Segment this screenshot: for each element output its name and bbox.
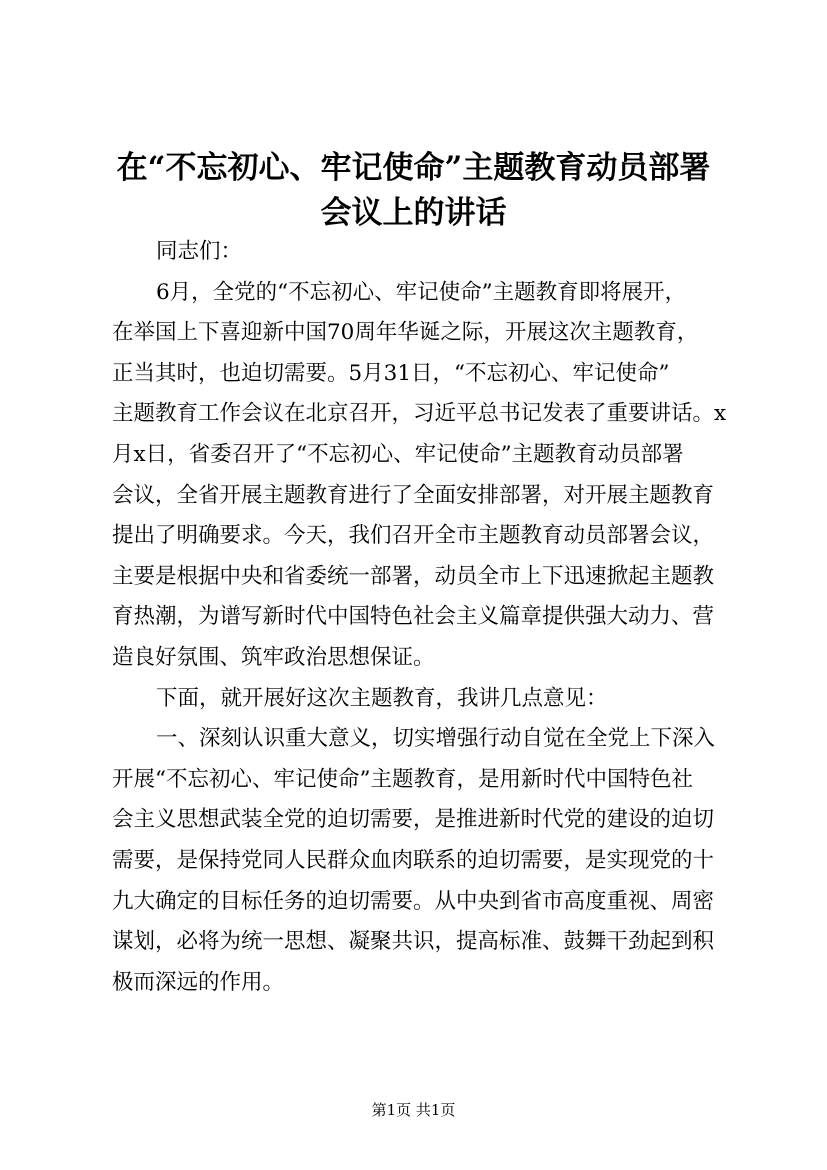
paragraph-line: 会议，全省开展主题教育进行了全面安排部署，对开展主题教育 [112, 482, 715, 508]
paragraph-line: 正当其时，也迫切需要。5月31日，“不忘初心、牢记使命” [112, 360, 670, 386]
paragraph-line: 开展“不忘初心、牢记使命”主题教育，是用新时代中国特色社 [112, 766, 693, 792]
salutation-line: 同志们： [156, 239, 243, 264]
paragraph-line: 造良好氛围、筑牢政治思想保证。 [112, 644, 435, 670]
paragraph-line: 在举国上下喜迎新中国70周年华诞之际，开展这次主题教育， [112, 320, 699, 346]
paragraph-line: 需要，是保持党同人民群众血肉联系的迫切需要，是实现党的十 [112, 847, 715, 873]
page-footer: 第1页 共1页 [371, 1101, 456, 1119]
paragraph-line: 极而深远的作用。 [112, 969, 285, 995]
paragraph-line: 下面，就开展好这次主题教育，我讲几点意见： [156, 685, 608, 711]
paragraph-line: 育热潮，为谱写新时代中国特色社会主义篇章提供强大动力、营 [112, 604, 715, 630]
paragraph-line: 主要是根据中央和省委统一部署，动员全市上下迅速掀起主题教 [112, 563, 715, 589]
paragraph-line: 一、深刻认识重大意义，切实增强行动自觉在全党上下深入 [156, 726, 716, 752]
paragraph-line: 九大确定的目标任务的迫切需要。从中央到省市高度重视、周密 [112, 888, 715, 914]
document-title-line-1: 在“不忘初心、牢记使命”主题教育动员部署 [116, 150, 711, 186]
document-title-line-2: 会议上的讲话 [320, 195, 507, 231]
paragraph-line: 谋划，必将为统一思想、凝聚共识，提高标准、鼓舞干劲起到积 [112, 929, 715, 955]
document-body [112, 232, 752, 1003]
paragraph-line: 主题教育工作会议在北京召开，习近平总书记发表了重要讲话。x [112, 401, 727, 427]
paragraph-line: 提出了明确要求。今天，我们召开全市主题教育动员部署会议， [112, 523, 715, 549]
paragraph-line: 会主义思想武装全党的迫切需要，是推进新时代党的建设的迫切 [112, 807, 715, 833]
paragraph-line: 月x日，省委召开了“不忘初心、牢记使命”主题教育动员部署 [112, 441, 684, 467]
paragraph-line: 6月，全党的“不忘初心、牢记使命”主题教育即将展开， [156, 279, 687, 305]
